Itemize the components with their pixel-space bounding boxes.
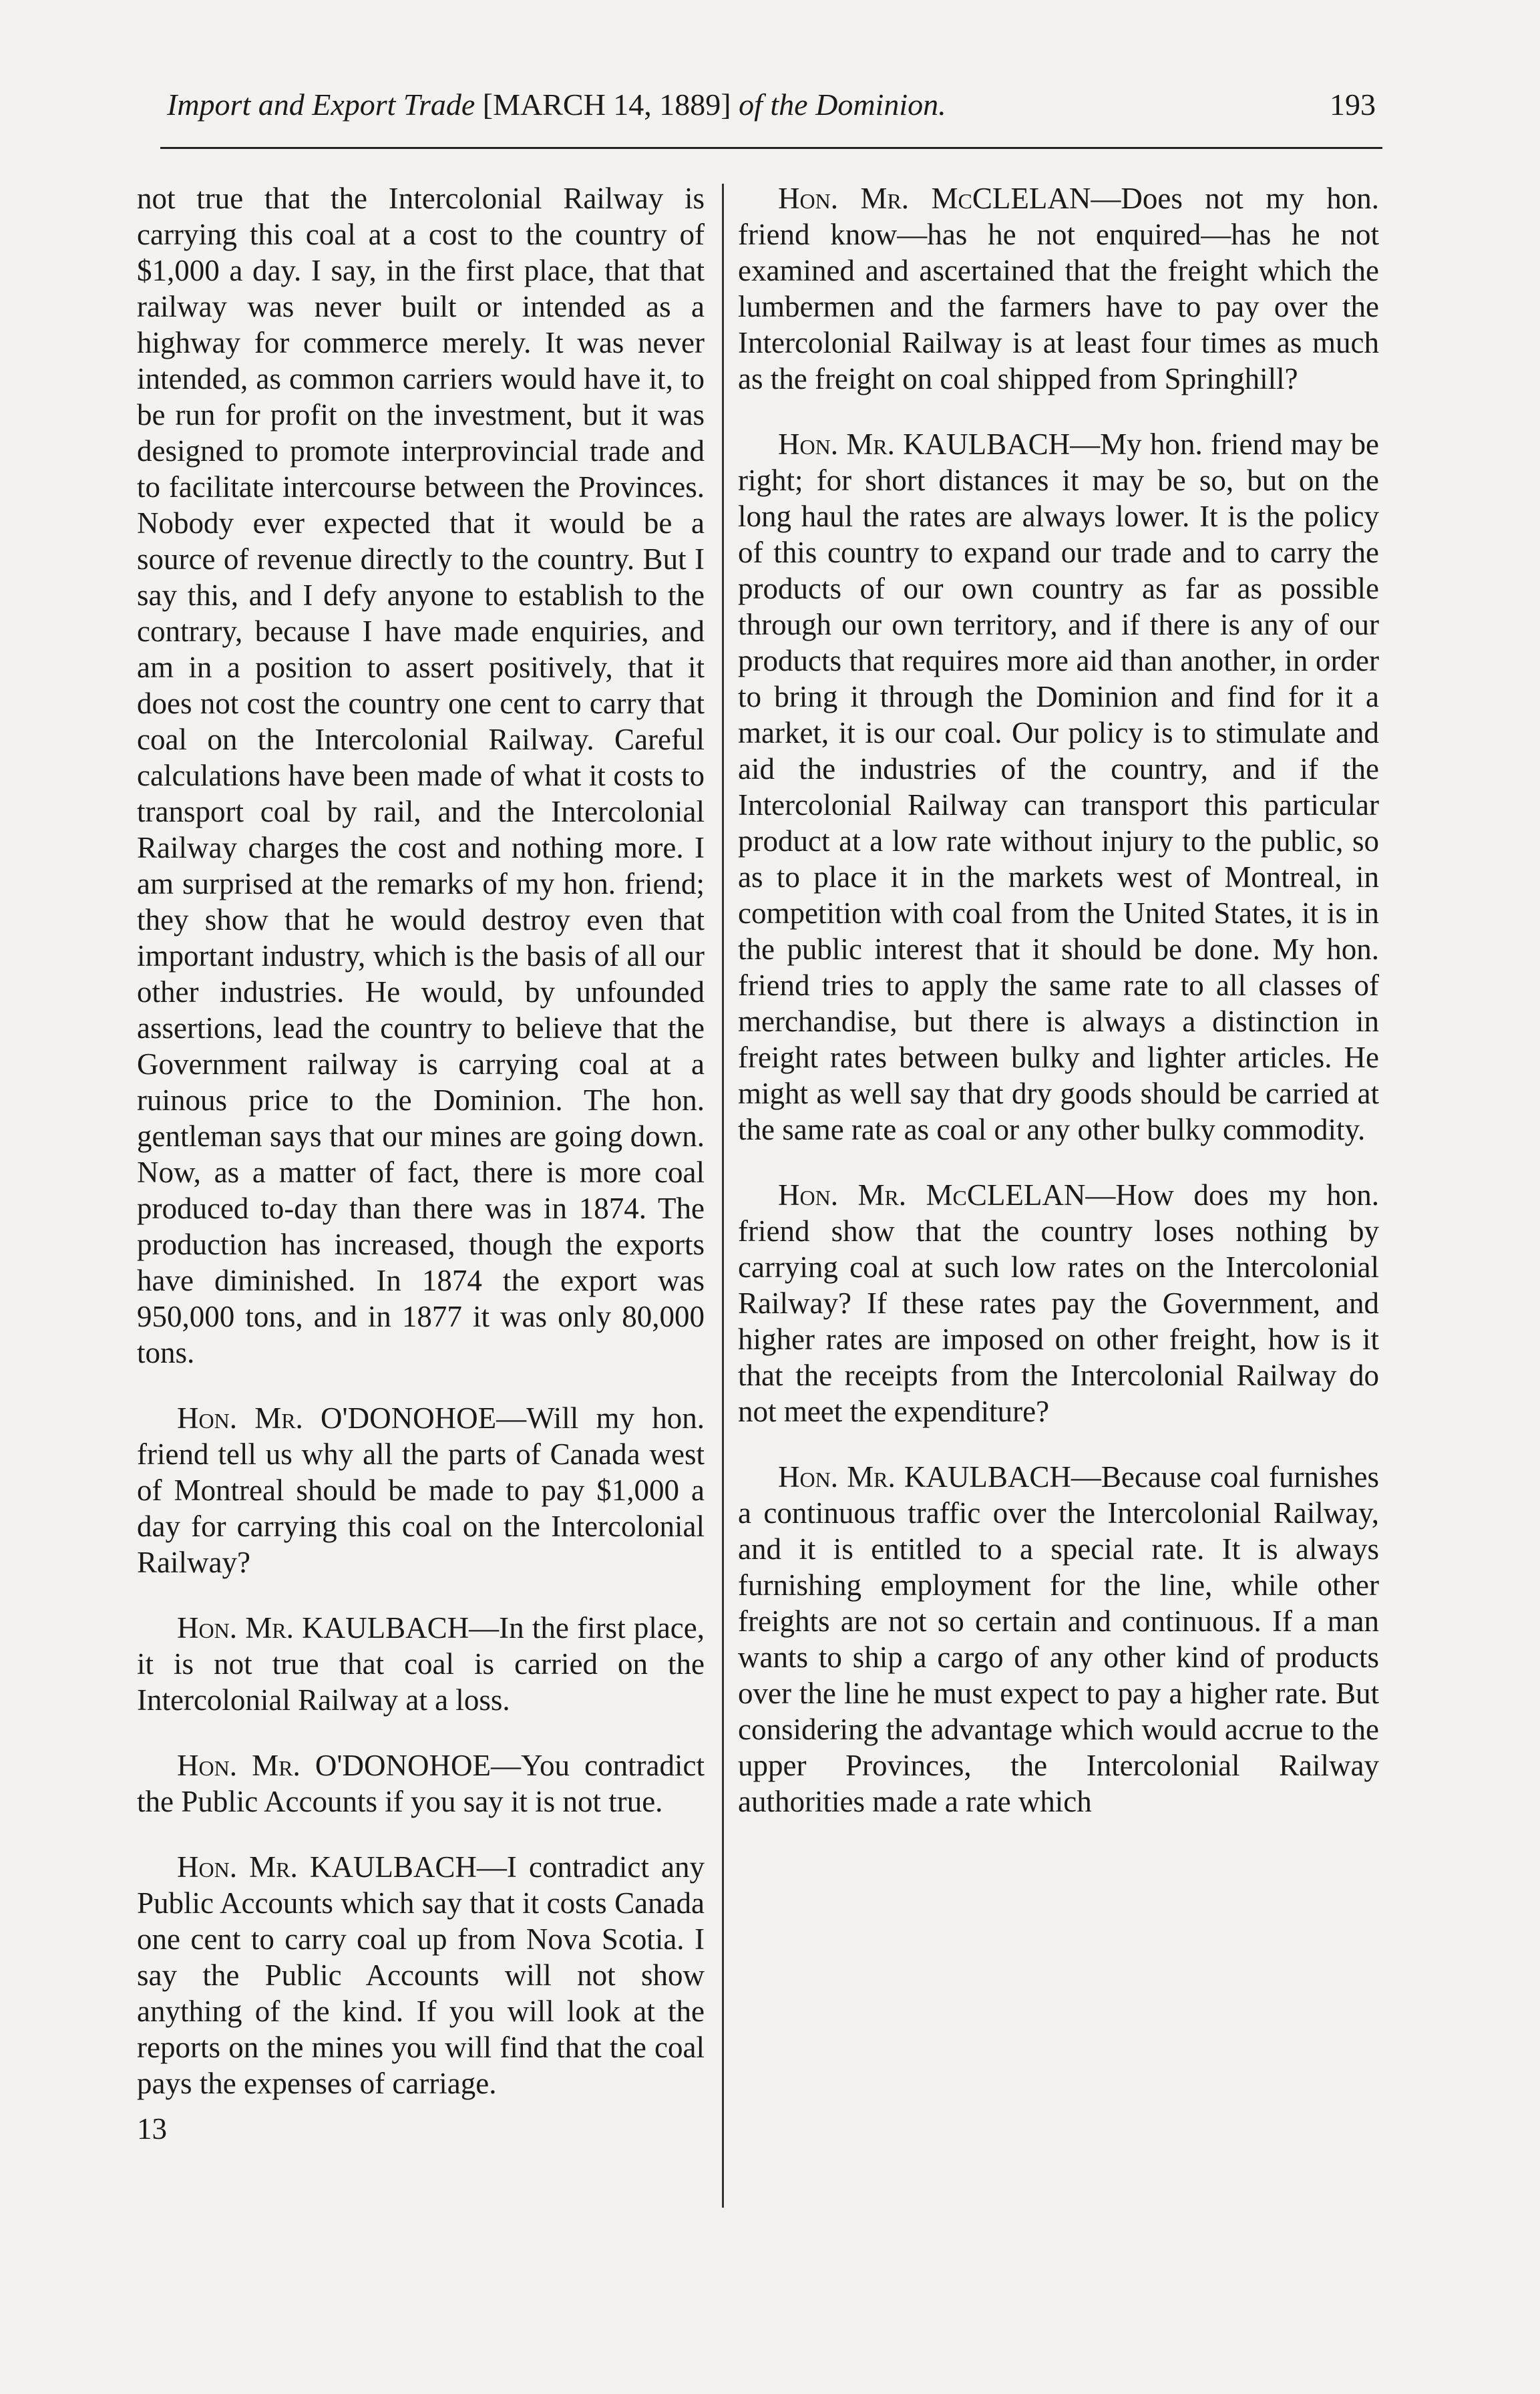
header-title-right: of the Dominion. xyxy=(739,88,946,122)
header-date: [MARCH 14, 1889] xyxy=(482,88,731,122)
speaker-name: Hon. Mr. KAULBACH xyxy=(778,428,1071,461)
page-number: 193 xyxy=(1330,88,1376,122)
right-column xyxy=(738,180,1379,1849)
speech-paragraph xyxy=(738,1459,1379,1820)
speech-paragraph xyxy=(738,1177,1379,1429)
speech-paragraph xyxy=(137,1747,705,1820)
header-title-left: Import and Export Trade xyxy=(167,88,475,122)
speaker-name: Hon. Mr. O'DONOHOE xyxy=(177,1749,491,1782)
speech-text: —You contradict the Public Accounts if you say it is not true. xyxy=(137,1749,705,1818)
speaker-name: Hon. Mr. KAULBACH xyxy=(177,1850,477,1884)
speaker-name: Hon. Mr. O'DONOHOE xyxy=(177,1401,497,1435)
speech-paragraph xyxy=(137,1610,705,1718)
paragraph: not true that the Intercolonial Railway is carrying this coal at a cost to the country of $1,000 a day. I say, in the first place, that that railway was never built or intended as a highway for commerce merely. It was never intended, as common carriers would have it, to be run for profit on the investment, but it was designed to promote interprovincial trade and to facilitate intercourse between the Provinces. Nobody ever expected that it would be a source of revenue directly to the country. But I say this, and I defy anyone to establish to the contrary, because I have made enquiries, and am in a position to assert positively, that it does not cost the country one cent to carry that coal on the Intercolonial Railway. Careful calculations have been made of what it costs to transport coal by rail, and the Intercolonial Railway charges the cost and nothing more. I am surprised at the remarks of my hon. friend; they show that he would destroy even that important industry, which is the basis of all our other industries. He would, by unfounded assertions, lead the country to believe that the Government railway is carrying coal at a ruinous price to the Dominion. The hon. gentleman says that our mines are going down. Now, as a matter of fact, there is more coal produced to-day than there was in 1874. The production has increased, though the exports have diminished. In 1874 the export was 950,000 tons, and in 1877 it was only 80,000 tons. xyxy=(137,182,705,1369)
speech-text: —My hon. friend may be right; for short distances it may be so, but on the long haul the rates are always lower. It is the policy of this country to expand our trade and to carry the products of our own country as far as possible through our own territory, and if there is any of our products that requires more aid than another, in order to bring it through the Dominion and find for it a market, it is our coal. Our policy is to stimulate and aid the industries of the country, and if the Intercolonial Railway can transport this particular product at a low rate without injury to the public, so as to place it in the markets west of Montreal, in competition with coal from the United States, it is in the public interest that it should be done. My hon. friend tries to apply the same rate to all classes of merchandise, but there is always a distinction in freight rates between bulky and lighter articles. He might as well say that dry goods should be carried at the same rate as coal or any other bulky commodity. xyxy=(738,428,1379,1146)
speech-paragraph xyxy=(137,1849,705,2101)
running-header xyxy=(167,80,1376,134)
speaker-name: Hon. Mr. McCLELAN xyxy=(778,182,1091,215)
speech-text: —I contradict any Public Accounts which say that it costs Canada one cent to carry coal up from Nova Scotia. I say the Public Accounts will not show anything of the kind. If you will look at the reports on the mines you will find that the coal pays the expenses of carriage. xyxy=(137,1850,705,2100)
speech-text: —Does not my hon. friend know—has he not enquired—has he not examined and ascertained that the freight which the lumbermen and the farmers have to pay over the Intercolonial Railway is at least four times as much as the freight on coal shipped from Springhill? xyxy=(738,182,1379,395)
signature-mark: 13 xyxy=(137,2112,167,2146)
speaker-name: Hon. Mr. KAULBACH xyxy=(177,1611,469,1645)
header-title xyxy=(167,87,946,122)
speech-text: —In the first place, it is not true that coal is carried on the Intercolonial Railway at a loss. xyxy=(137,1611,705,1717)
speech-paragraph xyxy=(137,1400,705,1580)
speaker-name: Hon. Mr. KAULBACH xyxy=(778,1460,1071,1494)
speech-text: —How does my hon. friend show that the country loses nothing by carrying coal at such low rates on the Intercolonial Railway? If these rates pay the Government, and higher rates are imposed on other freight, how is it that the receipts from the Intercolonial Railway do not meet the expenditure? xyxy=(738,1178,1380,1428)
left-column xyxy=(137,180,705,2147)
speech-paragraph xyxy=(738,180,1379,397)
speaker-name: Hon. Mr. McCLELAN xyxy=(778,1178,1086,1212)
speech-text: —Because coal furnishes a continuous traffic over the Intercolonial Railway, and it is entitled to a special rate. It is always furnishing employment for the line, while other freights are not so certain and continuous. If a man wants to ship a cargo of any other kind of products over the line he must expect to pay a higher rate. But considering the advantage which would accrue to the upper Provinces, the Intercolonial Railway authorities made a rate which xyxy=(738,1460,1380,1818)
column-divider xyxy=(722,184,724,2208)
header-rule xyxy=(160,147,1382,149)
speech-text: —Will my hon. friend tell us why all the parts of Canada west of Montreal should be made to pay $1,000 a day for carrying this coal on the Intercolonial Railway? xyxy=(137,1401,705,1579)
speech-paragraph xyxy=(738,426,1379,1148)
